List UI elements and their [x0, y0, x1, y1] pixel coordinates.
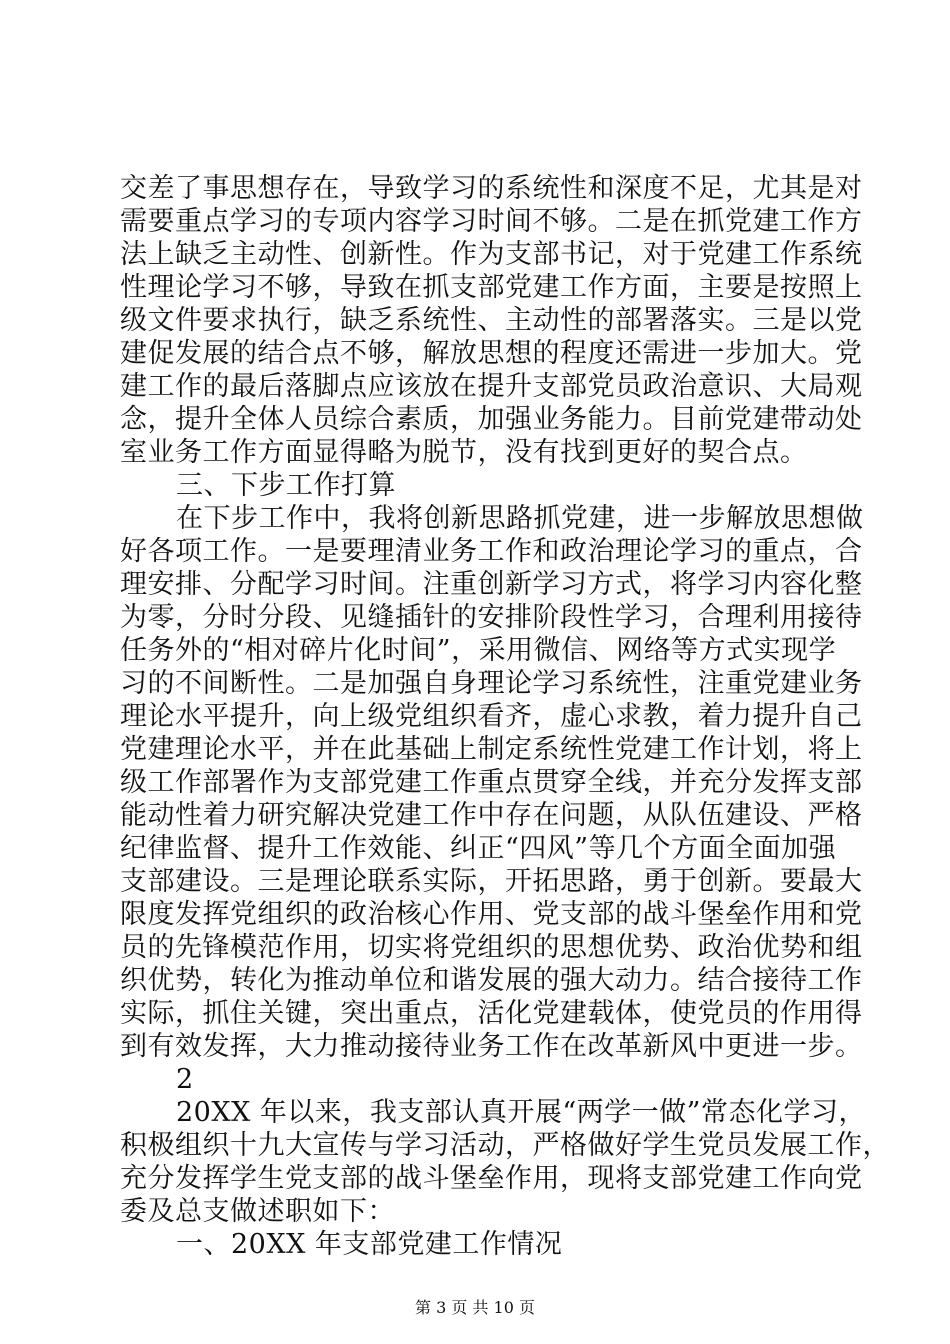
- body-text-line: 室业务工作方面显得略为脱节，没有找到更好的契合点。: [120, 437, 808, 468]
- body-text-line: 到有效发挥，大力推动接待业务工作在改革新风中更进一步。: [120, 1031, 863, 1062]
- body-text-line: 需要重点学习的专项内容学习时间不够。二是在抓党建工作方: [120, 206, 863, 237]
- body-text-line: 法上缺乏主动性、创新性。作为支部书记，对于党建工作系统: [120, 239, 863, 270]
- body-text-line: 支部建设。三是理论联系实际，开拓思路，勇于创新。要最大: [120, 866, 863, 897]
- body-text-line: 20XX 年以来，我支部认真开展“两学一做”常态化学习，: [176, 1097, 866, 1128]
- body-text-line: 念，提升全体人员综合素质，加强业务能力。目前党建带动处: [120, 404, 863, 435]
- body-text-line: 理安排、分配学习时间。注重创新学习方式，将学习内容化整: [120, 569, 863, 600]
- section-heading: 一、20XX 年支部党建工作情况: [176, 1229, 563, 1260]
- body-text-line: 委及总支做述职如下：: [120, 1196, 395, 1227]
- body-text-line: 积极组织十九大宣传与学习活动，严格做好学生党员发展工作，: [120, 1130, 890, 1161]
- body-text-line: 理论水平提升，向上级党组织看齐，虚心求教，着力提升自己: [120, 701, 863, 732]
- body-text-line: 建促发展的结合点不够，解放思想的程度还需进一步加大。党: [120, 338, 863, 369]
- body-text-line: 实际，抓住关键，突出重点，活化党建载体，使党员的作用得: [120, 998, 863, 1029]
- section-heading: 三、下步工作打算: [176, 470, 396, 501]
- body-text-line: 充分发挥学生党支部的战斗堡垒作用，现将支部党建工作向党: [120, 1163, 863, 1194]
- body-text-line: 员的先锋模范作用，切实将党组织的思想优势、政治优势和组: [120, 932, 863, 963]
- body-text-line: 任务外的“相对碎片化时间”，采用微信、网络等方式实现学: [120, 635, 837, 666]
- body-text-line: 在下步工作中，我将创新思路抓党建，进一步解放思想做: [176, 503, 864, 534]
- body-text-line: 能动性着力研究解决党建工作中存在问题，从队伍建设、严格: [120, 800, 863, 831]
- page-number-footer: 第 3 页 共 10 页: [415, 1298, 535, 1317]
- body-text-line: 交差了事思想存在，导致学习的系统性和深度不足，尤其是对: [120, 173, 863, 204]
- body-text-line: 级文件要求执行，缺乏系统性、主动性的部署落实。三是以党: [120, 305, 863, 336]
- body-text-line: 限度发挥党组织的政治核心作用、党支部的战斗堡垒作用和党: [120, 899, 863, 930]
- section-number: 2: [176, 1064, 194, 1095]
- body-text-line: 为零，分时分段、见缝插针的安排阶段性学习，合理利用接待: [120, 602, 863, 633]
- body-text-line: 纪律监督、提升工作效能、纠正“四风”等几个方面全面加强: [120, 833, 837, 864]
- body-text-line: 党建理论水平，并在此基础上制定系统性党建工作计划，将上: [120, 734, 863, 765]
- body-text-line: 性理论学习不够，导致在抓支部党建工作方面，主要是按照上: [120, 272, 863, 303]
- body-text-line: 习的不间断性。二是加强自身理论学习系统性，注重党建业务: [120, 668, 863, 699]
- body-text-line: 级工作部署作为支部党建工作重点贯穿全线，并充分发挥支部: [120, 767, 863, 798]
- body-text-line: 建工作的最后落脚点应该放在提升支部党员政治意识、大局观: [120, 371, 863, 402]
- body-text-line: 织优势，转化为推动单位和谐发展的强大动力。结合接待工作: [120, 965, 863, 996]
- body-text-line: 好各项工作。一是要理清业务工作和政治理论学习的重点，合: [120, 536, 863, 567]
